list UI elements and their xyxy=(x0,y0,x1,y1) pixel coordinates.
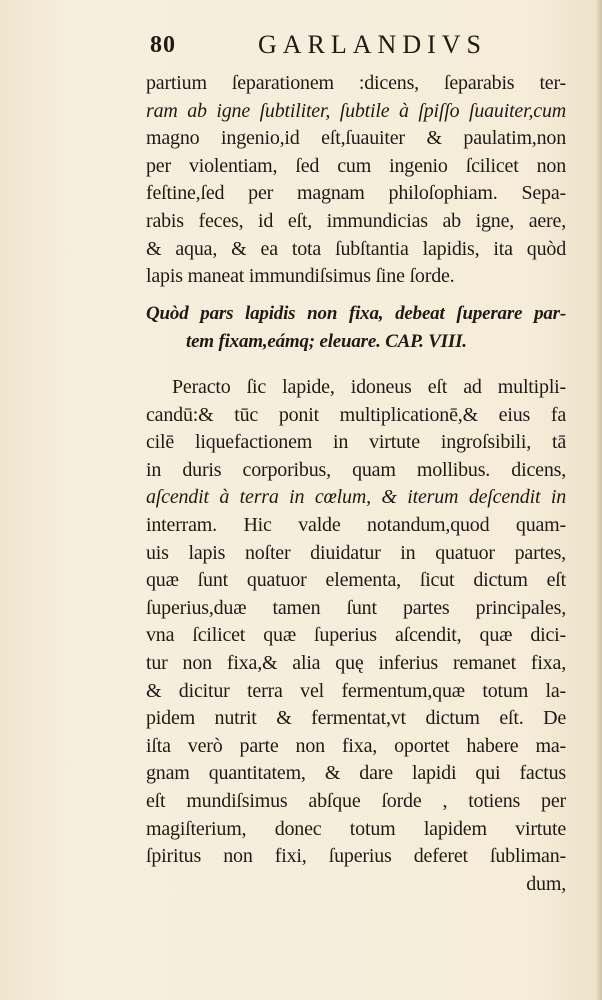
chapter-heading-line: tem fixam,eámq; eleuare. CAP. VIII. xyxy=(186,330,467,352)
running-title: GARLANDIVS xyxy=(258,30,487,59)
text-line: feſtine,ſed per magnam philoſophiam. Sepa- xyxy=(146,182,566,205)
text-line: tur non fixa,& alia quę inferius remanet fixa, xyxy=(146,651,566,674)
text-line: in duris corporibus, quam mollibus. dicens, xyxy=(146,458,566,481)
text-line: & aqua, & ea tota ſubſtantia lapidis, ita quòd xyxy=(146,237,566,260)
text-line: Peracto ſic lapide, idoneus eſt ad multipli- xyxy=(172,376,566,398)
chapter-heading xyxy=(146,300,566,355)
text-block-2 xyxy=(146,374,566,898)
page-edge-shadow xyxy=(596,0,602,1000)
page-number: 80 xyxy=(150,32,176,58)
text-block-1 xyxy=(146,70,566,291)
text-line: per violentiam, ſed cum ingenio ſcilicet non xyxy=(146,154,566,177)
text-line: magiſterium, donec totum lapidem virtute xyxy=(146,817,566,840)
text-line: ſpiritus non fixi, ſuperius deferet ſubliman- xyxy=(146,845,566,868)
text-line: pidem nutrit & fermentat,vt dictum eſt. De xyxy=(146,707,566,730)
text-line: aſcendit à terra in cœlum, & iterum deſcendit in xyxy=(146,486,566,509)
text-line: partium ſeparationem :dicens, ſeparabis ter- xyxy=(146,72,566,94)
text-line: gnam quantitatem, & dare lapidi qui factus xyxy=(146,762,566,785)
text-line: cilē liquefactionem in virtute ingroſsibili, tā xyxy=(146,431,566,454)
text-line: ram ab igne ſubtiliter, ſubtile à ſpiſſo ſuauiter,cum xyxy=(146,99,566,122)
catchword: dum, xyxy=(526,872,566,895)
text-line: candū:& tūc ponit multiplicationē,& eius fa xyxy=(146,403,566,426)
text-line: rabis feces, id eſt, immundicias ab igne, aere, xyxy=(146,209,566,232)
text-line: iſta verò parte non fixa, oportet habere ma- xyxy=(146,734,566,757)
text-line: & dicitur terra vel fermentum,quæ totum la- xyxy=(146,679,566,702)
text-line: eſt mundiſsimus abſque ſorde , totiens per xyxy=(146,789,566,812)
text-line: lapis maneat immundiſsimus ſine ſorde. xyxy=(146,265,455,288)
running-head xyxy=(146,26,566,66)
text-line: quæ ſunt quatuor elementa, ſicut dictum eſt xyxy=(146,569,566,592)
text-line: uis lapis noſter diuidatur in quatuor partes, xyxy=(146,541,566,564)
text-line: vna ſcilicet quæ ſuperius aſcendit, quæ dici- xyxy=(146,624,566,647)
text-line: magno ingenio,id eſt,ſuauiter & paulatim,non xyxy=(146,127,566,150)
text-line: interram. Hic valde notandum,quod quam- xyxy=(146,513,566,536)
text-line: ſuperius,duæ tamen ſunt partes principales, xyxy=(146,596,566,619)
chapter-heading-line: Quòd pars lapidis non fixa, debeat ſuperare par- xyxy=(146,303,566,324)
